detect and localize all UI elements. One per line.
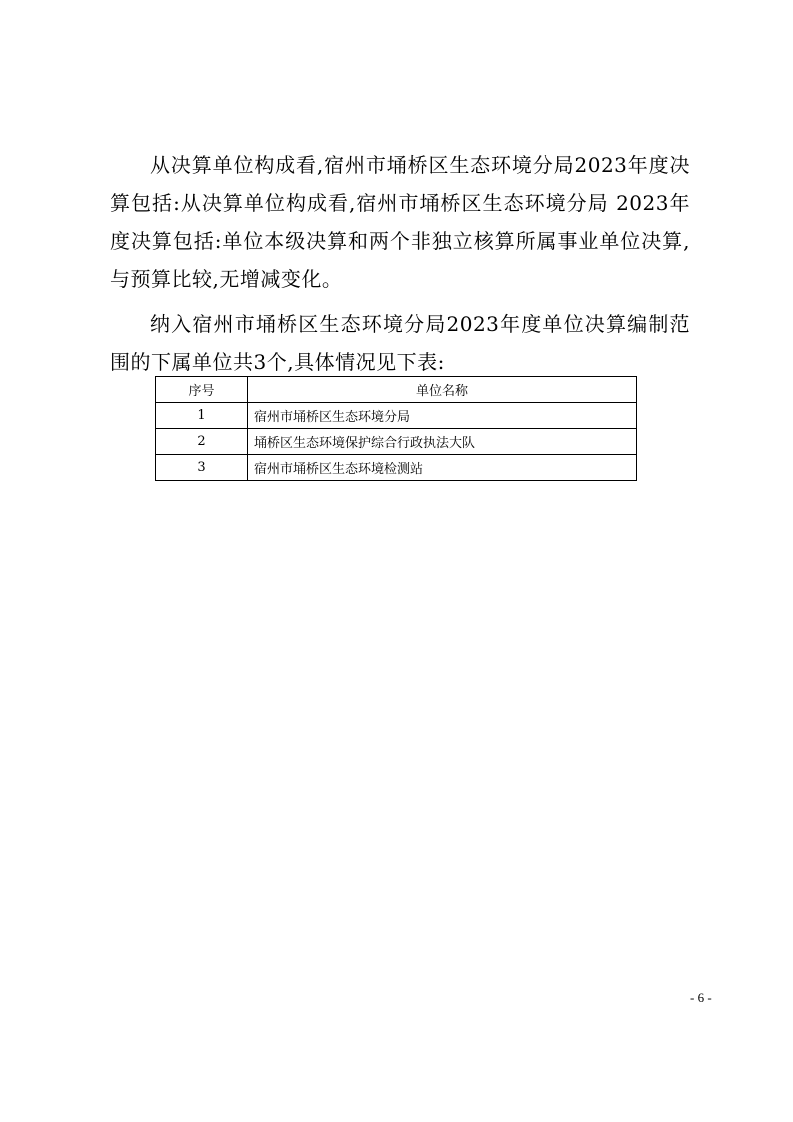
header-unit-name: 单位名称 [248, 377, 637, 403]
table-row [156, 403, 637, 429]
row-unit-name: 埇桥区生态环境保护综合行政执法大队 [248, 429, 637, 455]
row-serial-number: 1 [156, 403, 248, 429]
table-row [156, 455, 637, 481]
row-serial-number: 2 [156, 429, 248, 455]
page-number: - 6 - [690, 990, 712, 1005]
row-serial-number: 3 [156, 455, 248, 481]
header-serial-number: 序号 [156, 377, 248, 403]
paragraph-unit-composition: 从决算单位构成看,宿州市埇桥区生态环境分局2023年度决算包括:从决算单位构成看,宿州市埇桥区生态环境分局 2023年度决算包括:单位本级决算和两个非独立核算所属事业单位决算,与预算比较,无增减变化。 [110, 153, 690, 291]
table-header-row [156, 377, 637, 403]
row-unit-name: 宿州市埇桥区生态环境检测站 [248, 455, 637, 481]
paragraph-subordinate-units: 纳入宿州市埇桥区生态环境分局2023年度单位决算编制范围的下属单位共3个,具体情况见下表: [110, 312, 690, 374]
table-row [156, 429, 637, 455]
row-unit-name: 宿州市埇桥区生态环境分局 [248, 403, 637, 429]
subordinate-units-table [155, 376, 637, 481]
